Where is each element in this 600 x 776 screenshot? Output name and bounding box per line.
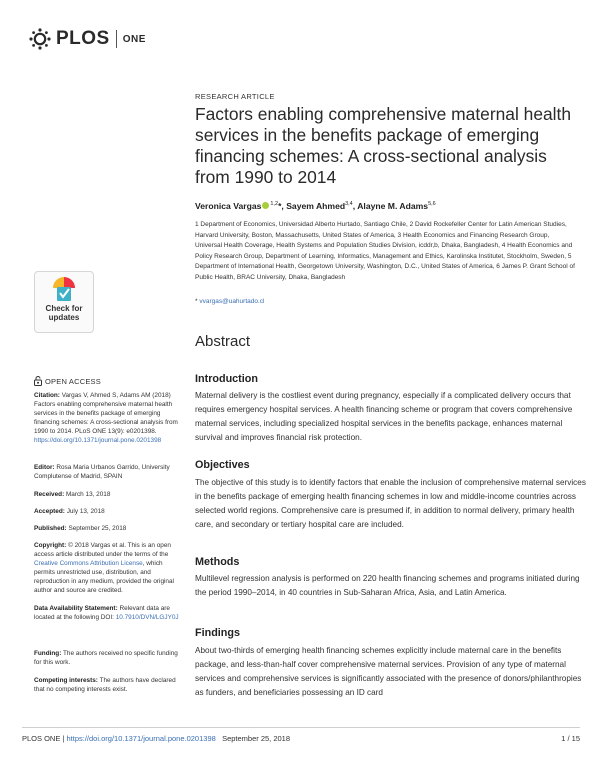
orcid-icon[interactable] <box>262 202 269 209</box>
citation-text: Vargas V, Ahmed S, Adams AM (2018) Factors enabling comprehensive maternal health services in the benefits package of emerging financing schemes: A cross-sectional analysis from 1990 to 2014. PLoS ONE 13(9): e0201398. <box>34 392 178 436</box>
accepted-date: July 13, 2018 <box>66 508 105 515</box>
footer-separator: | <box>62 734 65 743</box>
footer-divider <box>22 727 580 728</box>
logo-journal-text: ONE <box>122 33 146 45</box>
section-text: About two-thirds of emerging health financing schemes explicitly include maternal care in the benefits package, and less-than-half cover comprehensive maternal services. Provision of any type of maternal services and comprehensive services is significantly associated with the presence of donors/philanthropies as funders, and beneficiaries possessing an ID card <box>195 646 582 697</box>
open-access-badge <box>34 376 101 386</box>
data-doi-link[interactable]: 10.7910/DVN/LGJY0J <box>115 614 179 622</box>
section-text: Maternal delivery is the costliest event during pregnancy, especially if a complicated delivery occurs that requires emergency hospital services. A health financing scheme or program that covers comprehensive maternal services, including specialized hospital services in the benefits package, enhances maternal survival and improves financial risk protection. <box>195 391 573 442</box>
author-affiliation-sup: 5,6 <box>428 201 436 208</box>
footer-date: September 25, 2018 <box>222 734 291 743</box>
footer-journal: PLOS ONE <box>22 734 61 743</box>
corresponding-mark: *, <box>278 201 284 211</box>
citation-label: Citation: <box>34 392 60 399</box>
corresponding-email <box>195 298 264 305</box>
author-list <box>195 201 436 211</box>
author-name[interactable]: Veronica Vargas <box>195 201 262 211</box>
logo-divider <box>116 30 117 48</box>
plos-sun-icon <box>26 28 54 50</box>
funding-block <box>34 649 184 667</box>
license-link[interactable]: Creative Commons Attribution License <box>34 560 143 568</box>
author-separator: , <box>352 201 356 211</box>
citation-doi-link[interactable]: https://doi.org/10.1371/journal.pone.0201398 <box>34 437 162 445</box>
editor-text: Rosa Maria Urbanos Garrido, University Complutense of Madrid, SPAIN <box>34 464 170 481</box>
section-heading: Methods <box>195 556 240 568</box>
accepted-label: Accepted: <box>34 508 65 515</box>
section-text: The objective of this study is to identify factors that enable the inclusion of comprehensive maternal services in the benefits package of emerging health financing schemes in low and middle-income countries across selected world regions. Comprehensive care is presumed if, in addition to normal delivery, primary health care, and secondary or tertiary hospital care are included. <box>195 478 586 529</box>
article-type: RESEARCH ARTICLE <box>195 92 275 101</box>
copyright-label: Copyright: <box>34 542 67 549</box>
check-for-updates-label: Check for updates <box>45 304 83 322</box>
accepted-line <box>34 507 184 516</box>
copyright-text-end: , which permits unrestricted use, distribution, and reproduction in any medium, provided the original author and source are credited. <box>34 560 174 595</box>
page-footer <box>22 734 580 743</box>
abstract-heading: Abstract <box>195 333 251 350</box>
footer-doi-link[interactable]: https://doi.org/10.1371/journal.pone.0201398 <box>66 734 216 743</box>
editor-block <box>34 463 184 481</box>
funding-label: Funding: <box>34 650 62 657</box>
check-for-updates-badge[interactable] <box>34 271 94 333</box>
copyright-text: © 2018 Vargas et al. This is an open access article distributed under the terms of the <box>34 542 171 559</box>
article-title: Factors enabling comprehensive maternal health services in the benefits package of emerging financing schemes: A cross-sectional analysis from 1990 to 2014 <box>195 104 572 187</box>
section-text: Multilevel regression analysis is performed on 220 health financing schemes and programs initiated during the period 1990–2014, in 40 countries in Sub-Saharan Africa, Asia, and Latin America. <box>195 574 580 597</box>
data-availability-block <box>34 604 184 622</box>
open-lock-icon <box>34 376 42 386</box>
author-affiliation-sup: 1,2 <box>270 201 279 208</box>
page-number: 1 / 15 <box>561 734 580 743</box>
affiliations: 1 Department of Economics, Universidad Alberto Hurtado, Santiago Chile, 2 David Rockefeller Center for Latin American Studies, Harvard University, Boston, Massachusetts, United States of America, 3 Health Economics and Financing Research Group, Universal Health Coverage, Health Systems and Population Studies Division, icddr,b, Dhaka, Bangladesh, 4 Health Economics and Policy Research Group, Department of Learning, Informatics, Management and Ethics, Karolinska Institutet, Stockholm, Sweden, 5 Department of International Health, Georgetown University, Washington, D.C., United States of America, 6 James P. Grant School of Public Health, BRAC University, Dhaka, Bangladesh <box>195 221 575 281</box>
email-link[interactable]: vvargas@uahurtado.cl <box>199 298 265 305</box>
received-line <box>34 490 184 499</box>
section-heading: Objectives <box>195 459 250 471</box>
plos-one-logo[interactable] <box>26 28 146 50</box>
crossmark-icon <box>52 276 76 302</box>
author-name[interactable]: Sayem Ahmed <box>286 201 346 211</box>
section-heading: Introduction <box>195 373 258 385</box>
author-affiliation-sup: 3,4 <box>345 201 353 208</box>
email-star: * <box>195 298 198 305</box>
funding-text: The authors received no specific funding for this work. <box>34 650 178 667</box>
logo-plos-text: PLOS <box>56 28 110 49</box>
published-line <box>34 524 184 533</box>
competing-interests-label: Competing interests: <box>34 677 98 684</box>
author-name[interactable]: Alayne M. Adams <box>357 201 429 211</box>
published-date: September 25, 2018 <box>68 525 127 532</box>
data-availability-text: Relevant data are located at the following DOI: <box>34 605 170 622</box>
open-access-label: OPEN ACCESS <box>45 376 101 386</box>
editor-label: Editor: <box>34 464 55 471</box>
received-label: Received: <box>34 491 65 498</box>
published-label: Published: <box>34 525 67 532</box>
data-availability-label: Data Availability Statement: <box>34 605 118 612</box>
section-heading: Findings <box>195 627 240 639</box>
received-date: March 13, 2018 <box>65 491 111 498</box>
competing-interests-block <box>34 676 184 694</box>
citation-block <box>34 391 184 446</box>
copyright-block <box>34 541 184 596</box>
competing-interests-text: The authors have declared that no competing interests exist. <box>34 677 176 694</box>
